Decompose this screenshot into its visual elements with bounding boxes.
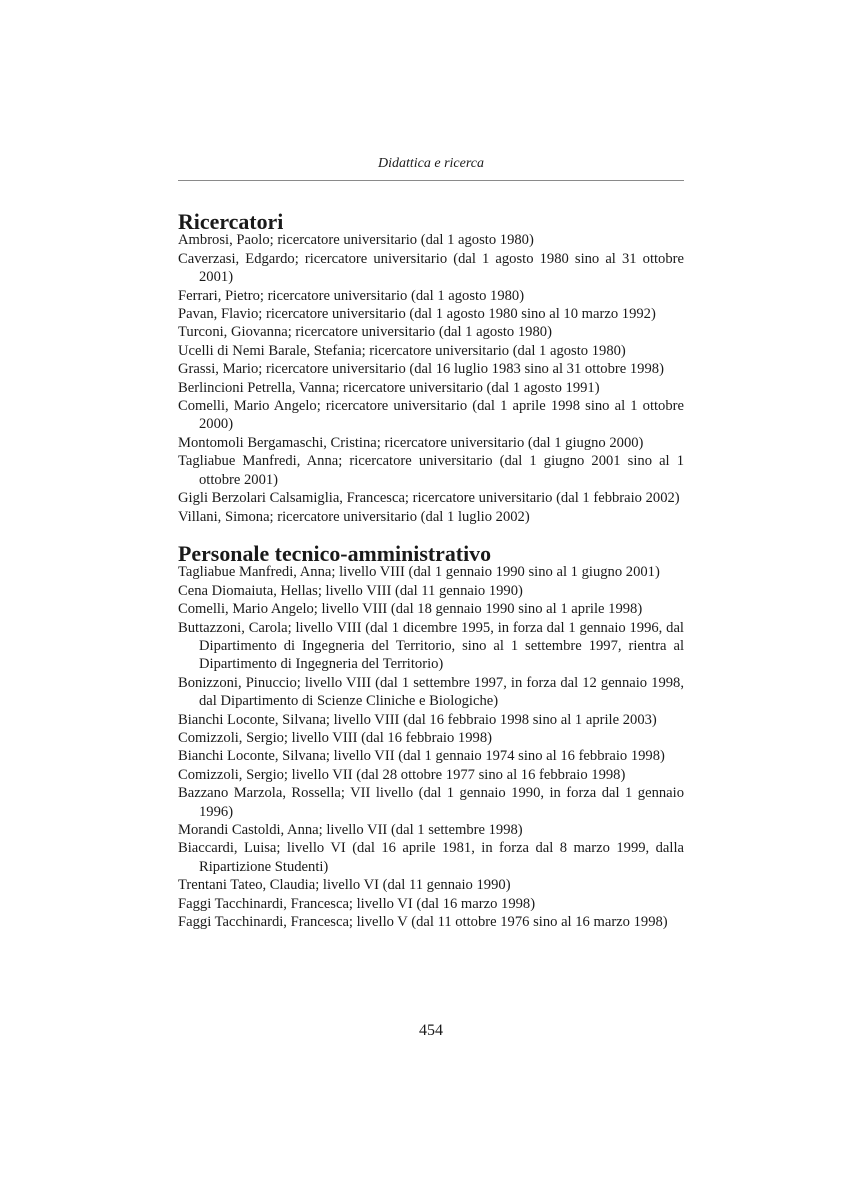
list-item: Grassi, Mario; ricercatore universitario (dal 16 luglio 1983 sino al 31 ottobre 1998) [178,361,664,378]
page-content [178,209,684,950]
list-item: Ferrari, Pietro; ricercatore universitario (dal 1 agosto 1980) [178,287,525,304]
list-item: Turconi, Giovanna; ricercatore universitario (dal 1 agosto 1980) [178,324,552,341]
list-item: Gigli Berzolari Calsamiglia, Francesca; ricercatore universitario (dal 1 febbraio 2002) [178,490,680,507]
list-item: Morandi Castoldi, Anna; livello VII (dal 1 settembre 1998) [178,822,523,838]
list-item: Bazzano Marzola, Rossella; VII livello (dal 1 gennaio 1990, in forza dal 1 gennaio 1996) [178,785,684,820]
header-rule [178,180,684,181]
list-item: Biaccardi, Luisa; livello VI (dal 16 aprile 1981, in forza dal 8 marzo 1999, dalla Ripartizione Studenti) [178,840,684,875]
list-item: Montomoli Bergamaschi, Cristina; ricercatore universitario (dal 1 giugno 2000) [178,434,644,451]
list-item: Comelli, Mario Angelo; ricercatore universitario (dal 1 aprile 1998 sino al 1 ottobre 2000) [178,398,684,433]
list-item: Faggi Tacchinardi, Francesca; livello VI (dal 16 marzo 1998) [178,895,536,912]
list-item: Bonizzoni, Pinuccio; livello VIII (dal 1 settembre 1997, in forza dal 12 gennaio 1998, dal Dipartimento di Scienze Cliniche e Biologiche) [178,674,684,710]
entry-list [178,563,684,931]
list-item: Villani, Simona; ricercatore universitario (dal 1 luglio 2002) [178,508,530,525]
list-item: Tagliabue Manfredi, Anna; livello VIII (dal 1 gennaio 1990 sino al 1 giugno 2001) [178,564,660,581]
section-title: Personale tecnico-amministrativo [178,540,492,566]
list-item: Comizzoli, Sergio; livello VII (dal 28 ottobre 1977 sino al 16 febbraio 1998) [178,766,626,783]
entry-list [178,231,684,526]
list-item: Trentani Tateo, Claudia; livello VI (dal 11 gennaio 1990) [178,877,511,894]
running-header: Didattica e ricerca [377,156,484,171]
list-item: Bianchi Loconte, Silvana; livello VIII (dal 16 febbraio 1998 sino al 1 aprile 2003) [178,711,657,728]
list-item: Cena Diomaiuta, Hellas; livello VIII (dal 11 gennaio 1990) [178,582,523,599]
list-item: Ucelli di Nemi Barale, Stefania; ricercatore universitario (dal 1 agosto 1980) [178,342,626,359]
list-item: Pavan, Flavio; ricercatore universitario (dal 1 agosto 1980 sino al 10 marzo 1992) [178,306,656,323]
list-item: Buttazzoni, Carola; livello VIII (dal 1 dicembre 1995, in forza dal 1 gennaio 1996, dal Dipartimento di Ingegneria del Territorio, sino al 1 settembre 1997, rientra al Dipartimento di Ingegneria del Territorio) [178,619,684,673]
page-number: 454 [419,1022,443,1039]
list-item: Faggi Tacchinardi, Francesca; livello V (dal 11 ottobre 1976 sino al 16 marzo 1998) [178,914,668,931]
list-item: Comizzoli, Sergio; livello VIII (dal 16 febbraio 1998) [178,729,492,746]
list-item: Ambrosi, Paolo; ricercatore universitario (dal 1 agosto 1980) [178,232,534,249]
list-item: Bianchi Loconte, Silvana; livello VII (dal 1 gennaio 1974 sino al 16 febbraio 1998) [178,748,665,765]
list-item: Tagliabue Manfredi, Anna; ricercatore universitario (dal 1 giugno 2001 sino al 1 ottobre 2001) [178,453,684,488]
list-item: Caverzasi, Edgardo; ricercatore universitario (dal 1 agosto 1980 sino al 31 ottobre 2001) [178,250,684,286]
list-item: Berlincioni Petrella, Vanna; ricercatore universitario (dal 1 agosto 1991) [178,379,600,396]
list-item: Comelli, Mario Angelo; livello VIII (dal 18 gennaio 1990 sino al 1 aprile 1998) [178,601,643,618]
section-title: Ricercatori [178,209,284,234]
section-personale-tecnico-amministrativo [178,540,684,932]
section-ricercatori [178,209,684,526]
